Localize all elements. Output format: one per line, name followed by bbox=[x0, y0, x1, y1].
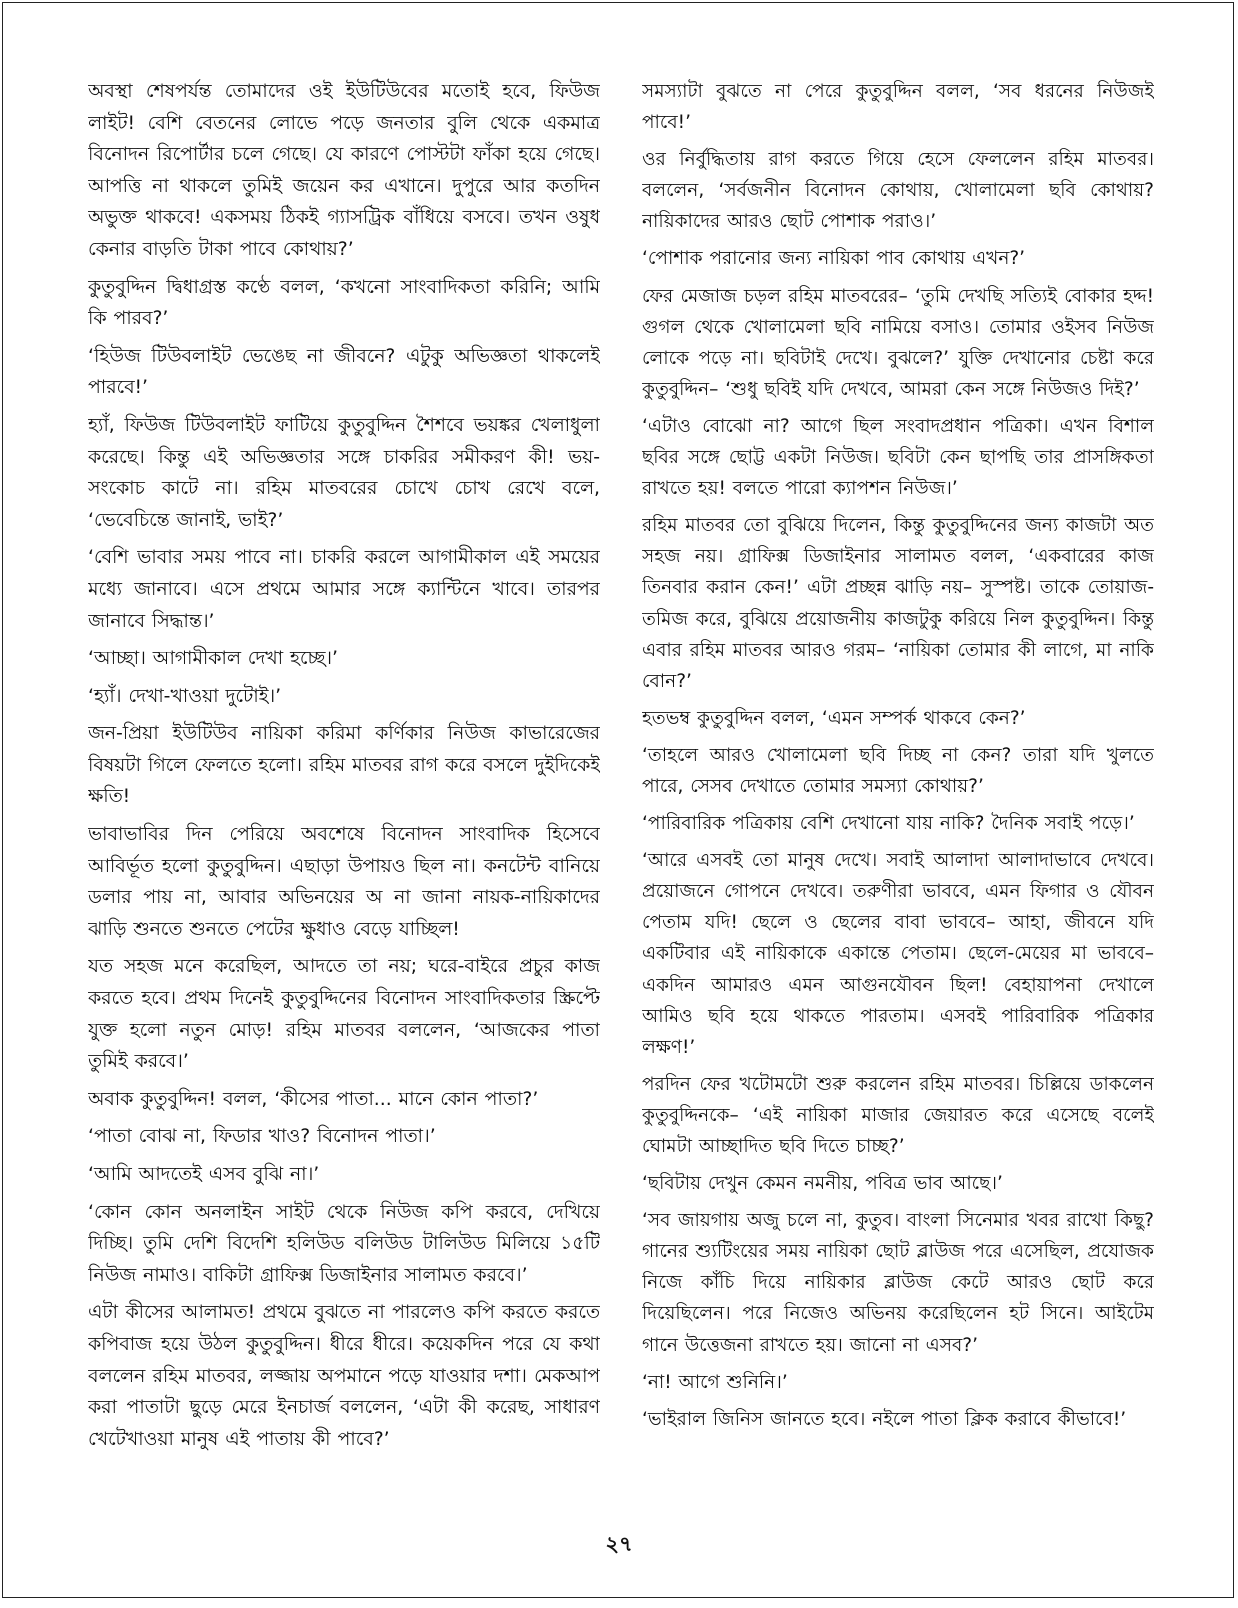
right-column bbox=[642, 76, 1154, 1476]
paragraph: ‘পোশাক পরানোর জন্য নায়িকা পাব কোথায় এখন?’ bbox=[642, 248, 1026, 270]
paragraph: সমস্যাটা বুঝতে না পেরে কুতুবুদ্দিন বলল, ‘সব ধরনের নিউজই পাবে!’ bbox=[642, 81, 1154, 134]
paragraph: কুতুবুদ্দিন দ্বিধাগ্রস্ত কণ্ঠে বলল, ‘কখনো সাংবাদিকতা করিনি; আমি কি পারব?’ bbox=[88, 276, 600, 330]
paragraph: যত সহজ মনে করেছিল, আদতে তা নয়; ঘরে-বাইরে প্রচুর কাজ করতে হবে। প্রথম দিনেই কুতুবুদ্দিনের বিনোদন সাংবাদিকতার স্ক্রিপ্টে যুক্ত হলো নতুন মোড়! রহিম মাতবর বললেন, ‘আজকের পাতা তুমিই করবে।’ bbox=[88, 956, 600, 1073]
paragraph: ‘কোন কোন অনলাইন সাইট থেকে নিউজ কপি করবে, দেখিয়ে দিচ্ছি। তুমি দেশি বিদেশি হলিউড বলিউড টালিউড মিলিয়ে ১৫টি নিউজ নামাও। বাকিটা গ্রাফিক্স ডিজাইনার সালামত করবে।’ bbox=[88, 1201, 600, 1286]
page-number: ২৭ bbox=[605, 1532, 633, 1556]
paragraph: ‘আমি আদতেই এসব বুঝি না।’ bbox=[88, 1164, 320, 1185]
paragraph: অবাক কুতুবুদ্দিন! বলল, ‘কীসের পাতা... মানে কোন পাতা?’ bbox=[88, 1088, 539, 1110]
paragraph: পরদিন ফের খটোমটো শুরু করলেন রহিম মাতবর। চিল্লিয়ে ডাকলেন কুতুবুদ্দিনকে– ‘এই নায়িকা মাজার জেয়ারত করে এসেছে বলেই ঘোমটা আচ্ছাদিত ছবি দিতে চাচ্ছ?’ bbox=[642, 1073, 1154, 1157]
paragraph: জন-প্রিয়া ইউটিউব নায়িকা করিমা কর্ণিকার নিউজ কাভারেজের বিষয়টা গিলে ফেলতে হলো। রহিম মাতবর রাগ করে বসলে দুইদিকেই ক্ষতি! bbox=[88, 723, 600, 808]
paragraph: হ্যাঁ, ফিউজ টিউবলাইট ফাটিয়ে কুতুবুদ্দিন শৈশবে ভয়ঙ্কর খেলাধুলা করেছে। কিন্তু এই অভিজ্ঞতার সঙ্গে চাকরির সমীকরণ কী! ভয়-সংকোচ কাটে না। রহিম মাতবরের চোখে চোখ রেখে বলে, ‘ভেবেচিন্তে জানাই, ভাই?’ bbox=[88, 414, 600, 531]
paragraph: ‘বেশি ভাবার সময় পাবে না। চাকরি করলে আগামীকাল এই সময়ের মধ্যে জানাবে। এসে প্রথমে আমার সঙ্গে ক্যান্টিনে খাবে। তারপর জানাবে সিদ্ধান্ত।’ bbox=[88, 547, 600, 632]
paragraph: রহিম মাতবর তো বুঝিয়ে দিলেন, কিন্তু কুতুবুদ্দিনের জন্য কাজটা অত সহজ নয়। গ্রাফিক্স ডিজাইনার সালামত বলল, ‘একবারের কাজ তিনবার করান কেন!’ এটা প্রচ্ছন্ন ঝাড়ি নয়– সুস্পষ্ট। তাকে তোয়াজ-তমিজ করে, বুঝিয়ে প্রয়োজনীয় কাজটুকু করিয়ে নিল কুতুবুদ্দিন। কিন্তু এবার রহিম মাতবর আরও গরম– ‘নায়িকা তোমার কী লাগে, মা নাকি বোন?’ bbox=[642, 515, 1154, 692]
paragraph: ওর নির্বুদ্ধিতায় রাগ করতে গিয়ে হেসে ফেললেন রহিম মাতবর। বললেন, ‘সর্বজনীন বিনোদন কোথায়, খোলামেলা ছবি কোথায়? নায়িকাদের আরও ছোট পোশাক পরাও।’ bbox=[642, 149, 1154, 233]
paragraph: ভাবাভাবির দিন পেরিয়ে অবশেষে বিনোদন সাংবাদিক হিসেবে আবির্ভূত হলো কুতুবুদ্দিন। এছাড়া উপায়ও ছিল না। কনটেন্ট বানিয়ে ডলার পায় না, আবার অভিনয়ের অ না জানা নায়ক-নায়িকাদের ঝাড়ি শুনতে শুনতে পেটের ক্ষুধাও বেড়ে যাচ্ছিল! bbox=[88, 824, 600, 940]
paragraph: অবস্থা শেষপর্যন্ত তোমাদের ওই ইউটিউবের মতোই হবে, ফিউজ লাইট! বেশি বেতনের লোভে পড়ে জনতার বুলি থেকে একমাত্র বিনোদন রিপোর্টার চলে গেছে। যে কারণে পোস্টটা ফাঁকা হয়ে গেছে। আপত্তি না থাকলে তুমিই জয়েন কর এখানে। দুপুরে আর কতদিন অভুক্ত থাকবে! একসময় ঠিকই গ্যাসট্রিক বাঁধিয়ে বসবে। তখন ওষুধ কেনার বাড়তি টাকা পাবে কোথায়?’ bbox=[88, 81, 600, 260]
paragraph: হতভম্ব কুতুবুদ্দিন বলল, ‘এমন সম্পর্ক থাকবে কেন?’ bbox=[642, 707, 1026, 729]
paragraph: ‘সব জায়গায় অজু চলে না, কুতুব। বাংলা সিনেমার খবর রাখো কিছু? গানের শ্যুটিংয়ের সময় নায়িকা ছোট ব্লাউজ পরে এসেছিল, প্রযোজক নিজে কাঁচি দিয়ে নায়িকার ব্লাউজ কেটে আরও ছোট করে দিয়েছিলেন। পরে নিজেও অভিনয় করেছিলেন হট সিনে। আইটেম গানে উত্তেজনা রাখতে হয়। জানো না এসব?’ bbox=[642, 1210, 1154, 1356]
paragraph: ‘পারিবারিক পত্রিকায় বেশি দেখানো যায় নাকি? দৈনিক সবাই পড়ে।’ bbox=[642, 813, 1135, 835]
paragraph: এটা কীসের আলামত! প্রথমে বুঝতে না পারলেও কপি করতে করতে কপিবাজ হয়ে উঠল কুতুবুদ্দিন। ধীরে ধীরে। কয়েকদিন পরে যে কথা বললেন রহিম মাতবর, লজ্জায় অপমানে পড়ে যাওয়ার দশা। মেকআপ করা পাতাটা ছুড়ে মেরে ইনচার্জ বললেন, ‘এটা কী করেছ, সাধারণ খেটেখাওয়া মানুষ এই পাতায় কী পাবে?’ bbox=[88, 1302, 600, 1450]
paragraph: ‘পাতা বোঝ না, ফিডার খাও? বিনোদন পাতা।’ bbox=[88, 1126, 436, 1148]
paragraph: ‘না! আগে শুনিনি।’ bbox=[642, 1371, 788, 1393]
paragraph: ফের মেজাজ চড়ল রহিম মাতবরের– ‘তুমি দেখছি সত্যিই বোকার হদ্দ! গুগল থেকে খোলামেলা ছবি নামিয়ে বসাও। তোমার ওইসব নিউজ লোকে পড়ে না। ছবিটাই দেখে। বুঝলে?’ যুক্তি দেখানোর চেষ্টা করে কুতুবুদ্দিন– ‘শুধু ছবিই যদি দেখবে, আমরা কেন সঙ্গে নিউজও দিই?’ bbox=[642, 285, 1154, 400]
paragraph: ‘তাহলে আরও খোলামেলা ছবি দিচ্ছ না কেন? তারা যদি খুলতে পারে, সেসব দেখাতে তোমার সমস্যা কোথায়?’ bbox=[642, 744, 1154, 797]
paragraph: ‘হিউজ টিউবলাইট ভেঙেছ না জীবনে? এটুকু অভিজ্ঞতা থাকলেই পারবে!’ bbox=[88, 345, 600, 399]
paragraph: ‘হ্যাঁ। দেখা-খাওয়া দুটোই।’ bbox=[88, 685, 282, 707]
paragraph: ‘আরে এসবই তো মানুষ দেখে। সবাই আলাদা আলাদাভাবে দেখবে। প্রয়োজনে গোপনে দেখবে। তরুণীরা ভাববে, এমন ফিগার ও যৌবন পেতাম যদি! ছেলে ও ছেলের বাবা ভাববে– আহা, জীবনে যদি একটিবার এই নায়িকাকে একান্তে পেতাম। ছেলে-মেয়ের মা ভাববে– একদিন আমারও এমন আগুনযৌবন ছিল! বেহায়াপনা দেখালে আমিও ছবি হয়ে থাকতে পারতাম। এসবই পারিবারিক পত্রিকার লক্ষণ!’ bbox=[642, 850, 1154, 1058]
paragraph: ‘এটাও বোঝো না? আগে ছিল সংবাদপ্রধান পত্রিকা। এখন বিশাল ছবির সঙ্গে ছোট্ট একটা নিউজ। ছবিটা কেন ছাপছি তার প্রাসঙ্গিকতা রাখতে হয়! বলতে পারো ক্যাপশন নিউজ।’ bbox=[642, 415, 1154, 500]
left-column bbox=[88, 76, 600, 1476]
paragraph: ‘আচ্ছা। আগামীকাল দেখা হচ্ছে।’ bbox=[88, 648, 338, 670]
paragraph: ‘ভাইরাল জিনিস জানতে হবে। নইলে পাতা ক্লিক করাবে কীভাবে!’ bbox=[642, 1408, 1127, 1430]
paragraph: ‘ছবিটায় দেখুন কেমন নমনীয়, পবিত্র ভাব আছে।’ bbox=[642, 1173, 1003, 1195]
text-columns bbox=[88, 76, 1154, 1476]
